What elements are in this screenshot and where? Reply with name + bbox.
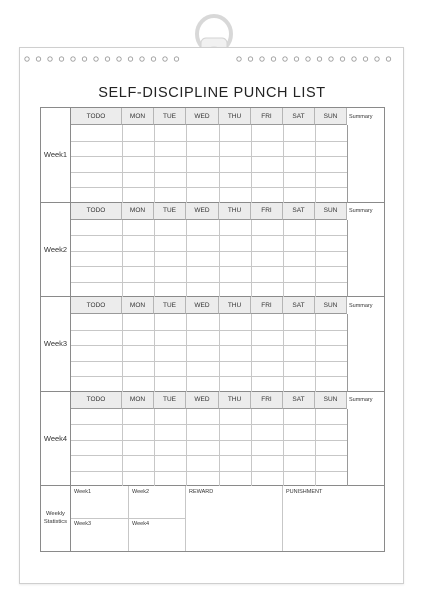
column-header-mon: MON <box>122 392 154 409</box>
column-header-sun: SUN <box>315 108 347 125</box>
column-header-tue: TUE <box>154 108 186 125</box>
stat-week4-label: Week4 <box>132 521 150 527</box>
spiral-ring <box>36 57 40 61</box>
stat-week2-label: Week2 <box>132 489 150 495</box>
weekly-statistics-label-line2: Statistics <box>43 518 68 525</box>
column-divider <box>154 220 155 298</box>
column-divider <box>283 409 284 487</box>
spiral-ring <box>306 57 310 61</box>
row-divider <box>71 440 347 441</box>
column-header-todo: TODO <box>71 297 122 314</box>
row-divider <box>71 235 347 236</box>
row-divider <box>71 376 347 377</box>
spiral-ring <box>248 57 252 61</box>
column-divider <box>347 409 348 487</box>
column-header-summary: Summary <box>347 297 384 314</box>
spiral-ring <box>140 57 144 61</box>
column-header-wed: WED <box>186 108 219 125</box>
spiral-ring <box>105 57 109 61</box>
column-divider <box>122 314 123 392</box>
column-divider <box>315 314 316 392</box>
spiral-ring <box>117 57 121 61</box>
weekly-statistics-section <box>41 486 384 551</box>
spiral-ring <box>59 57 63 61</box>
column-divider <box>251 125 252 203</box>
column-divider <box>283 314 284 392</box>
stat-week1-label: Week1 <box>74 489 92 495</box>
week-block <box>41 203 384 298</box>
weekly-statistics-label-line1: Weekly <box>46 510 65 517</box>
column-divider <box>154 125 155 203</box>
row-divider <box>71 251 347 252</box>
spiral-ring <box>283 57 287 61</box>
column-header-mon: MON <box>122 108 154 125</box>
spiral-ring <box>151 57 155 61</box>
column-header-todo: TODO <box>71 392 122 409</box>
spiral-ring <box>163 57 167 61</box>
spiral-ring <box>294 57 298 61</box>
column-header-fri: FRI <box>251 108 283 125</box>
column-header-mon: MON <box>122 203 154 220</box>
column-divider <box>186 220 187 298</box>
spiral-ring <box>363 57 367 61</box>
column-header-tue: TUE <box>154 203 186 220</box>
column-divider <box>283 220 284 298</box>
weekly-statistics-label <box>41 486 71 551</box>
column-header-todo: TODO <box>71 203 122 220</box>
column-divider <box>283 125 284 203</box>
row-divider <box>71 330 347 331</box>
column-header-tue: TUE <box>154 297 186 314</box>
column-divider <box>347 220 348 298</box>
row-divider <box>71 141 347 142</box>
spiral-ring <box>329 57 333 61</box>
stat-week3-label: Week3 <box>74 521 92 527</box>
spiral-ring <box>271 57 275 61</box>
row-divider <box>71 455 347 456</box>
spiral-binding <box>19 54 404 64</box>
spiral-ring <box>375 57 379 61</box>
column-divider <box>122 220 123 298</box>
column-header-todo: TODO <box>71 108 122 125</box>
column-divider <box>219 125 220 203</box>
spiral-ring <box>128 57 132 61</box>
column-divider <box>315 409 316 487</box>
column-divider <box>186 409 187 487</box>
column-header-wed: WED <box>186 392 219 409</box>
column-header-sat: SAT <box>283 297 315 314</box>
spiral-ring <box>260 57 264 61</box>
column-divider <box>219 314 220 392</box>
spiral-ring <box>174 57 178 61</box>
row-divider <box>71 345 347 346</box>
row-divider <box>71 187 347 188</box>
column-header-sat: SAT <box>283 108 315 125</box>
week-label: Week2 <box>41 203 71 297</box>
week-label: Week4 <box>41 392 71 486</box>
column-header-tue: TUE <box>154 392 186 409</box>
column-header-sun: SUN <box>315 297 347 314</box>
column-divider <box>219 409 220 487</box>
column-header-sat: SAT <box>283 203 315 220</box>
page-title: SELF-DISCIPLINE PUNCH LIST <box>98 85 326 101</box>
column-header-wed: WED <box>186 297 219 314</box>
row-divider <box>71 156 347 157</box>
punishment-label: PUNISHMENT <box>286 489 323 495</box>
spiral-ring <box>94 57 98 61</box>
column-divider <box>219 220 220 298</box>
spiral-ring <box>317 57 321 61</box>
week-block <box>41 392 384 487</box>
column-header-summary: Summary <box>347 392 384 409</box>
column-header-summary: Summary <box>347 203 384 220</box>
column-header-thu: THU <box>219 297 251 314</box>
column-header-summary: Summary <box>347 108 384 125</box>
spiral-ring <box>71 57 75 61</box>
column-header-sun: SUN <box>315 203 347 220</box>
week-label: Week1 <box>41 108 71 202</box>
column-divider <box>347 125 348 203</box>
column-divider <box>186 314 187 392</box>
spiral-ring <box>48 57 52 61</box>
column-divider <box>251 314 252 392</box>
row-divider <box>71 266 347 267</box>
spiral-ring <box>237 57 241 61</box>
row-divider <box>71 282 347 283</box>
spiral-ring <box>82 57 86 61</box>
column-header-thu: THU <box>219 392 251 409</box>
column-divider <box>154 314 155 392</box>
row-divider <box>71 172 347 173</box>
column-divider <box>186 125 187 203</box>
column-header-sun: SUN <box>315 392 347 409</box>
column-header-mon: MON <box>122 297 154 314</box>
row-divider <box>71 471 347 472</box>
week-block <box>41 108 384 203</box>
column-divider <box>122 409 123 487</box>
reward-label: REWARD <box>189 489 214 495</box>
spiral-ring <box>25 57 29 61</box>
spiral-ring <box>386 57 390 61</box>
week-label: Week3 <box>41 297 71 391</box>
spiral-ring <box>352 57 356 61</box>
column-header-fri: FRI <box>251 203 283 220</box>
column-header-wed: WED <box>186 203 219 220</box>
column-header-sat: SAT <box>283 392 315 409</box>
column-header-fri: FRI <box>251 297 283 314</box>
column-divider <box>251 220 252 298</box>
column-header-thu: THU <box>219 108 251 125</box>
column-divider <box>122 125 123 203</box>
column-header-fri: FRI <box>251 392 283 409</box>
row-divider <box>71 424 347 425</box>
column-divider <box>251 409 252 487</box>
column-header-thu: THU <box>219 203 251 220</box>
week-block <box>41 297 384 392</box>
column-divider <box>315 125 316 203</box>
row-divider <box>71 361 347 362</box>
spiral-ring <box>340 57 344 61</box>
punch-list-grid <box>40 107 385 552</box>
column-divider <box>315 220 316 298</box>
column-divider <box>154 409 155 487</box>
column-divider <box>347 314 348 392</box>
